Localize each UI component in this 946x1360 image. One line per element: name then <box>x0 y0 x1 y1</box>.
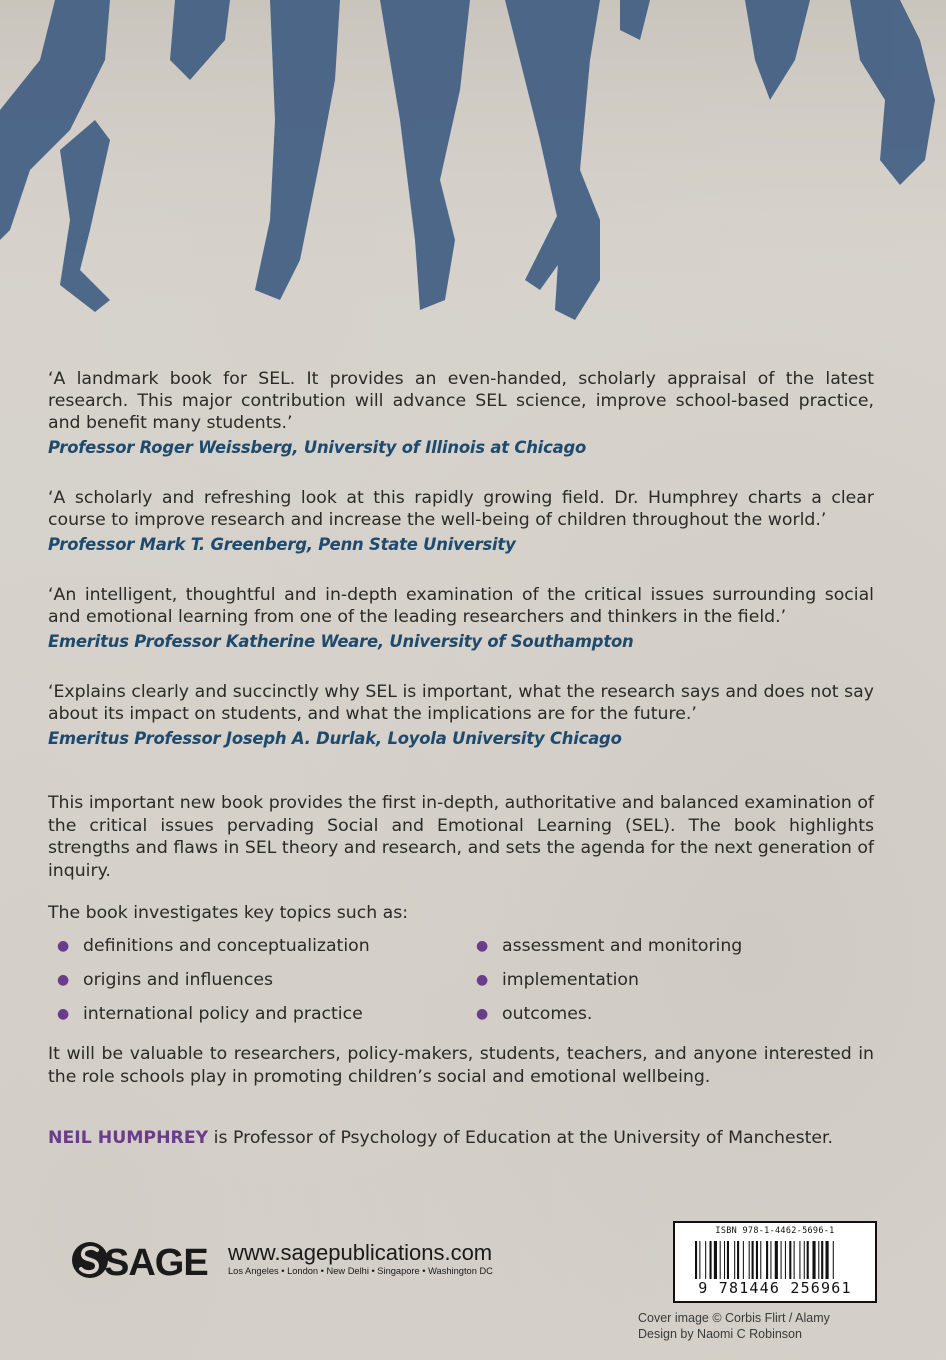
endorsement-attribution: Professor Roger Weissberg, University of Illinois at Chicago <box>48 438 587 457</box>
barcode-bar <box>775 1241 778 1279</box>
publisher-url: www.sagepublications.com <box>228 1240 493 1265</box>
barcode-bar <box>770 1241 771 1279</box>
barcode-bar <box>752 1241 754 1279</box>
endorsement-attribution: Emeritus Professor Katherine Weare, University of Southampton <box>48 632 634 651</box>
author-bio <box>48 1127 874 1150</box>
barcode-bar <box>734 1241 735 1279</box>
barcode-bar <box>705 1241 706 1279</box>
barcode-bar <box>695 1241 697 1279</box>
publisher-cities: Los Angeles • London • New Delhi • Singapore • Washington DC <box>228 1266 493 1276</box>
barcode-bar <box>804 1241 805 1279</box>
barcode-bar <box>818 1241 819 1279</box>
barcode-bar <box>812 1241 815 1279</box>
barcode-digits: 9 781446 256961 <box>698 1279 852 1297</box>
topic-item: ● implementation <box>476 970 639 990</box>
barcode-bar <box>760 1241 761 1279</box>
barcode-bar <box>781 1241 782 1279</box>
topic-item: ● definitions and conceptualization <box>57 936 370 956</box>
bullet-icon: ● <box>57 1006 70 1022</box>
barcode-bar <box>743 1241 744 1279</box>
topic-item: ● international policy and practice <box>57 1004 363 1024</box>
bullet-icon: ● <box>476 1006 489 1022</box>
barcode-bar <box>710 1241 712 1279</box>
barcode-bar <box>826 1241 829 1279</box>
barcode-bar <box>794 1241 795 1279</box>
endorsement-quote: ‘An intelligent, thoughtful and in-depth examination of the critical issues surrounding social and emotional learning from one of the leading researchers and thinkers in the field.’ <box>48 585 874 627</box>
bullet-icon: ● <box>57 938 70 954</box>
bullet-icon: ● <box>476 938 489 954</box>
barcode-bar <box>756 1241 758 1279</box>
barcode-bar <box>799 1241 800 1279</box>
barcode-bar <box>807 1241 809 1279</box>
barcode-bar <box>714 1241 717 1279</box>
topic-item: ● outcomes. <box>476 1004 593 1024</box>
cover-image-credit: Cover image © Corbis Flirt / Alamy <box>638 1311 830 1325</box>
endorsement-attribution: Emeritus Professor Joseph A. Durlak, Loyola University Chicago <box>48 729 622 748</box>
isbn-label: ISBN 978-1-4462-5696-1 <box>715 1226 835 1236</box>
barcode-bar <box>833 1241 834 1279</box>
endorsement-attribution: Professor Mark T. Greenberg, Penn State University <box>48 535 516 554</box>
endorsement-4 <box>48 681 874 750</box>
endorsement-2 <box>48 487 874 556</box>
description-closing: It will be valuable to researchers, policy-makers, students, teachers, and anyone interested in the role schools play in promoting children’s social and emotional wellbeing. <box>48 1044 874 1087</box>
barcode-bar <box>720 1241 721 1279</box>
sage-logo <box>70 1238 220 1282</box>
barcode-bar <box>789 1241 791 1279</box>
bullet-icon: ● <box>476 972 489 988</box>
barcode-bar <box>724 1241 725 1279</box>
barcode-bar <box>749 1241 750 1279</box>
bullet-icon: ● <box>57 972 70 988</box>
barcode-bar <box>699 1241 700 1279</box>
barcode-bar <box>766 1241 768 1279</box>
topic-item: ● origins and influences <box>57 970 274 990</box>
svg-text:SAGE: SAGE <box>104 1242 208 1282</box>
barcode-bar <box>737 1241 739 1279</box>
cover-photo-shadows <box>0 0 946 360</box>
endorsement-1 <box>48 368 874 459</box>
author-name: NEIL HUMPHREY <box>48 1128 209 1148</box>
endorsement-quote: ‘Explains clearly and succinctly why SEL is important, what the research says and does not say about its impact on students, and what the implications are for the future.’ <box>48 682 874 724</box>
author-bio-text: is Professor of Psychology of Education at the University of Manchester. <box>208 1128 834 1148</box>
barcode-bar <box>785 1241 786 1279</box>
topics-lead: The book investigates key topics such as: <box>48 903 409 923</box>
isbn-barcode <box>673 1221 877 1303</box>
description-intro: This important new book provides the first in-depth, authoritative and balanced examination of the critical issues pervading Social and Emotional Learning (SEL). The book highlights strengths and flaws in SEL theory and research, and sets the agenda for the next generation of inquiry. <box>48 793 874 881</box>
design-credit: Design by Naomi C Robinson <box>638 1327 802 1341</box>
barcode-bar <box>727 1241 729 1279</box>
barcode-bar <box>821 1241 823 1279</box>
endorsement-quote: ‘A scholarly and refreshing look at this rapidly growing field. Dr. Humphrey charts a clear course to improve research and increase the well-being of children throughout the world.’ <box>48 488 874 530</box>
topic-item: ● assessment and monitoring <box>476 936 743 956</box>
endorsement-3 <box>48 584 874 653</box>
barcode-bars <box>695 1241 867 1279</box>
endorsement-quote: ‘A landmark book for SEL. It provides an even-handed, scholarly appraisal of the latest research. This major contribution will advance SEL science, improve school-based practice, and benefit many students.’ <box>48 369 874 433</box>
